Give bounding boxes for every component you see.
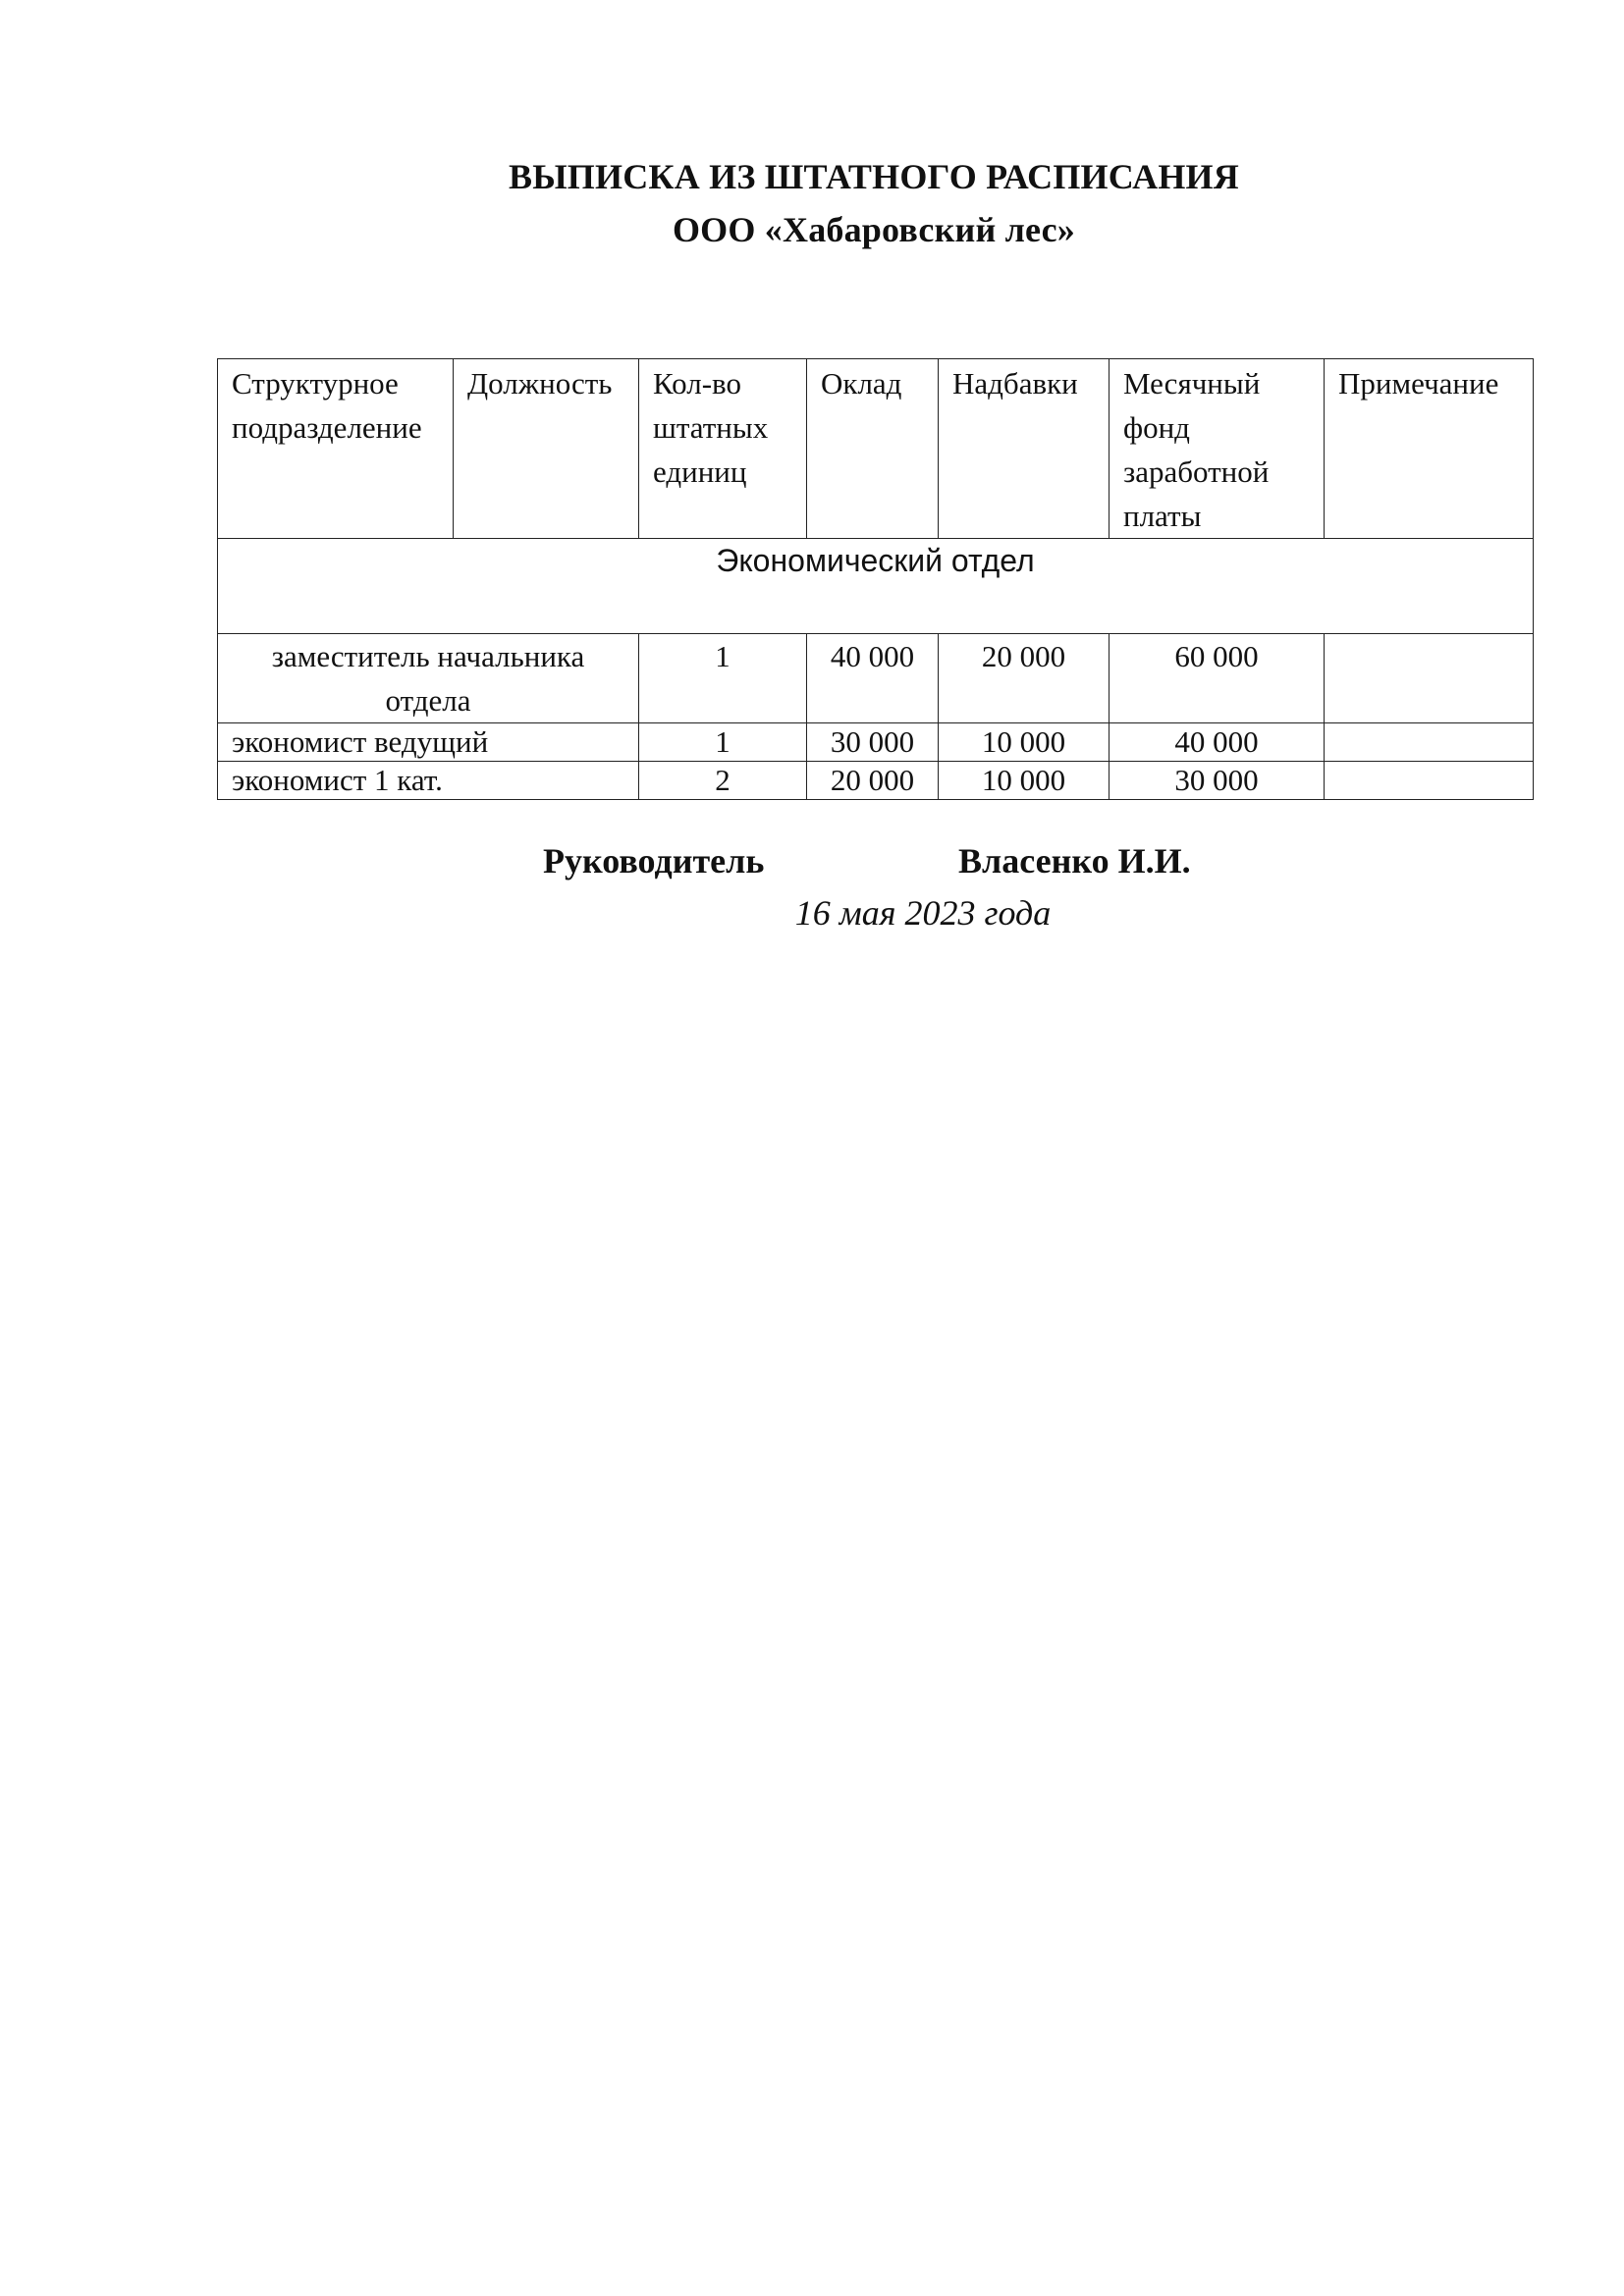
section-title: Экономический отдел	[218, 539, 1534, 634]
cell-bonus: 10 000	[939, 762, 1110, 800]
table-row	[218, 723, 1534, 762]
cell-monthly-fund: 40 000	[1110, 723, 1325, 762]
signer-name: Власенко И.И.	[958, 841, 1191, 881]
section-row	[218, 539, 1534, 634]
cell-note	[1325, 762, 1534, 800]
cell-salary: 20 000	[807, 762, 939, 800]
header-units: Кол-во штатных единиц	[639, 359, 807, 539]
cell-salary: 40 000	[807, 634, 939, 723]
cell-salary: 30 000	[807, 723, 939, 762]
table-row	[218, 634, 1534, 723]
cell-position: заместитель начальника отдела	[218, 634, 639, 723]
staffing-table	[217, 358, 1534, 800]
document-title: ВЫПИСКА ИЗ ШТАТНОГО РАСПИСАНИЯ	[509, 157, 1239, 196]
cell-bonus: 10 000	[939, 723, 1110, 762]
cell-units: 2	[639, 762, 807, 800]
header-monthly-fund: Месячный фонд заработной платы	[1110, 359, 1325, 539]
cell-monthly-fund: 60 000	[1110, 634, 1325, 723]
cell-bonus: 20 000	[939, 634, 1110, 723]
organization-name: ООО «Хабаровский лес»	[672, 210, 1075, 249]
cell-note	[1325, 634, 1534, 723]
cell-position: экономист 1 кат.	[218, 762, 639, 800]
header-salary: Оклад	[807, 359, 939, 539]
cell-units: 1	[639, 723, 807, 762]
header-department: Структурное подразделение	[218, 359, 454, 539]
table-row	[218, 762, 1534, 800]
cell-note	[1325, 723, 1534, 762]
signer-role: Руководитель	[543, 841, 765, 881]
cell-units: 1	[639, 634, 807, 723]
cell-monthly-fund: 30 000	[1110, 762, 1325, 800]
header-note: Примечание	[1325, 359, 1534, 539]
cell-position: экономист ведущий	[218, 723, 639, 762]
header-position: Должность	[454, 359, 639, 539]
table-header-row	[218, 359, 1534, 539]
header-bonus: Надбавки	[939, 359, 1110, 539]
document-date: 16 мая 2023 года	[794, 893, 1052, 933]
